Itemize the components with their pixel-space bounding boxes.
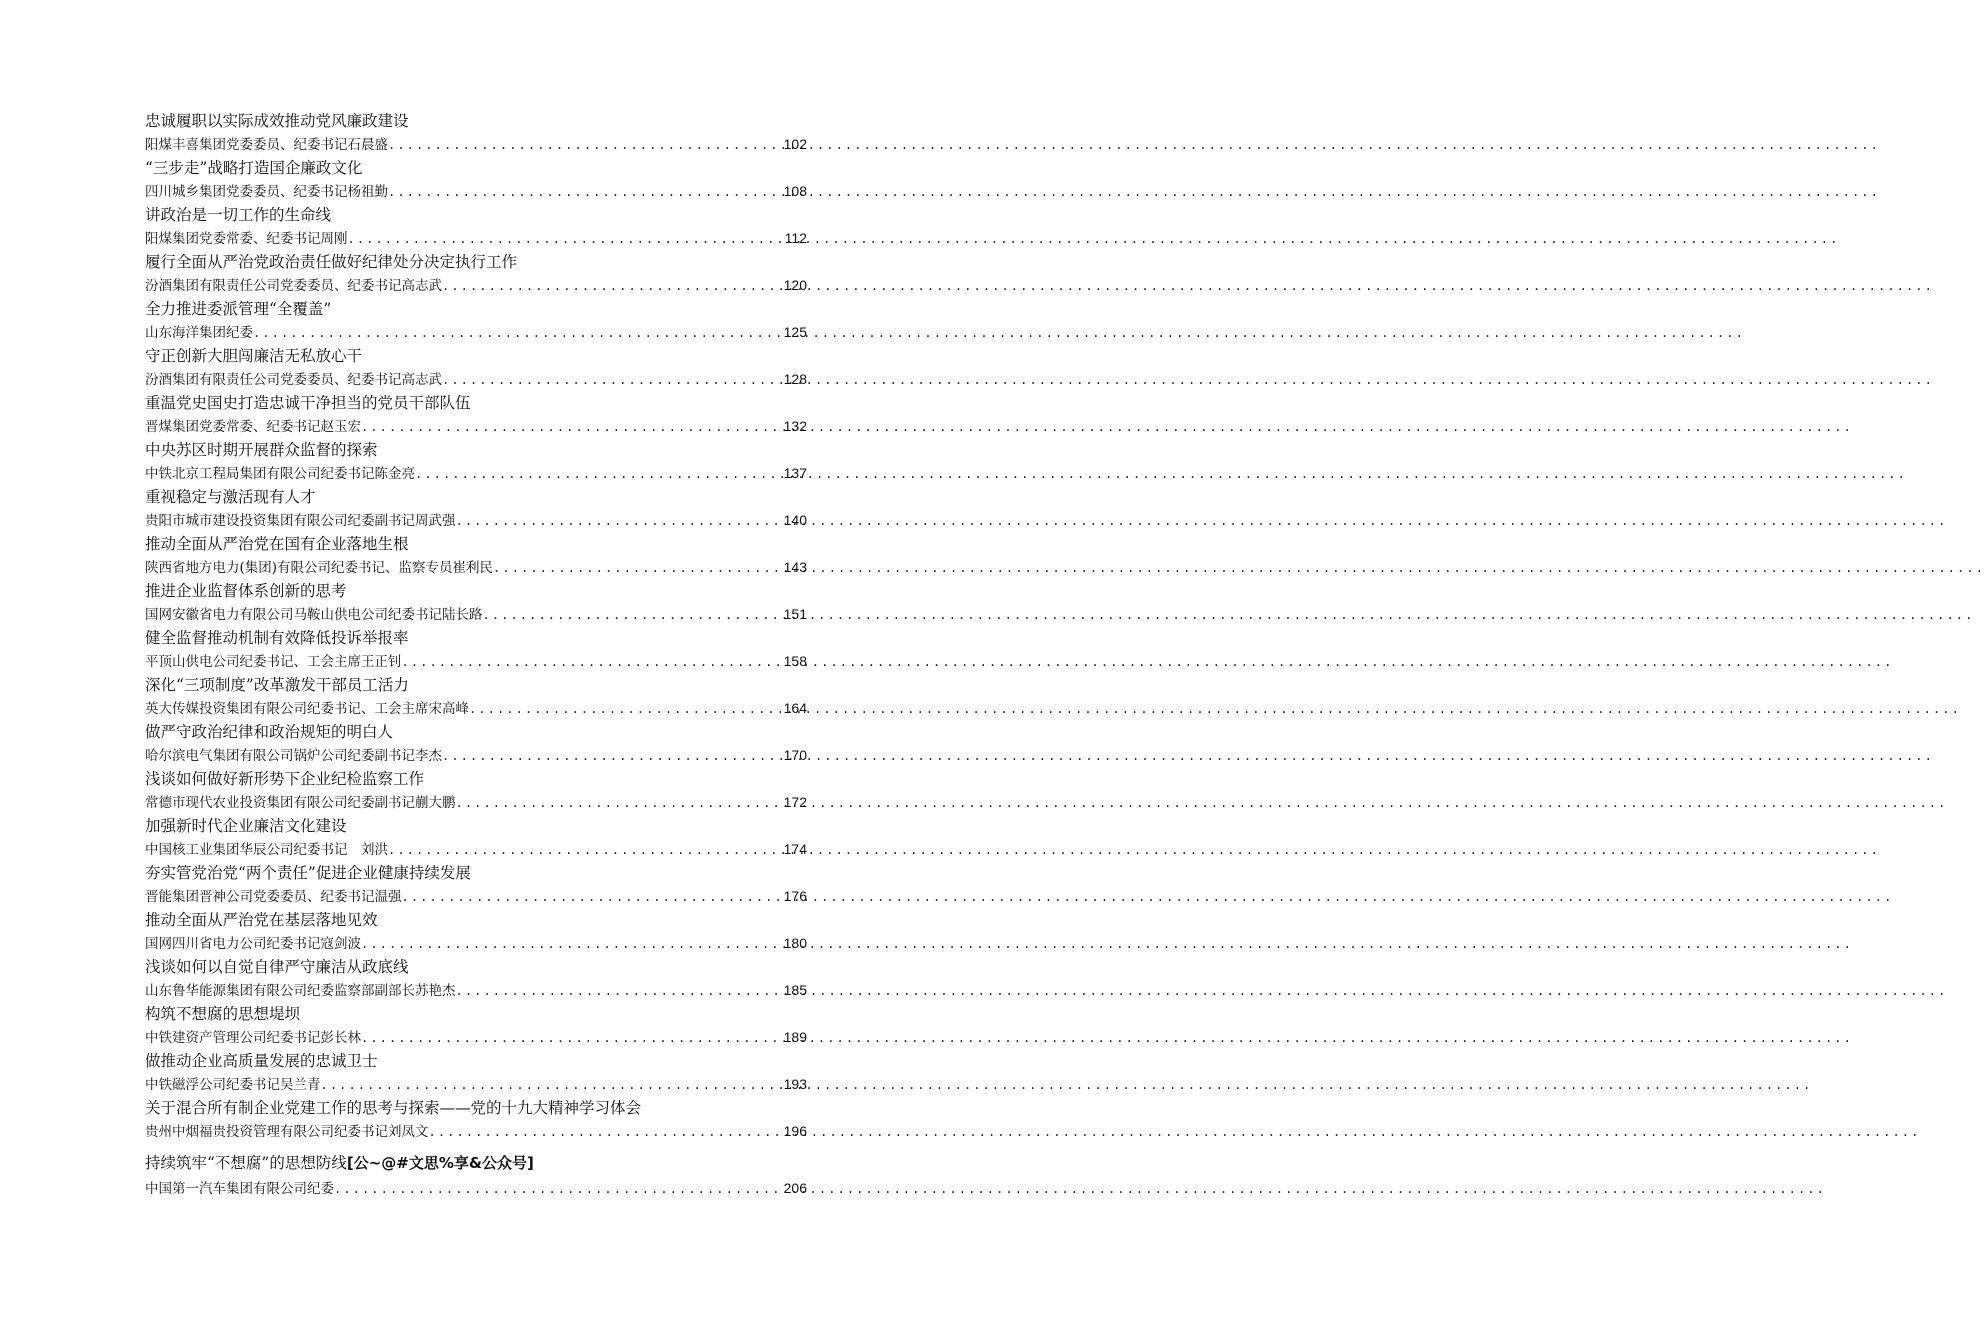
toc-entry-author: 国网安徽省电力有限公司马鞍山供电公司纪委书记陆长路 <box>145 607 483 623</box>
dot-leader <box>456 980 782 1003</box>
toc-entry-page-number: 108 <box>783 183 807 199</box>
toc-entry-title <box>145 814 807 838</box>
toc-entry-author-line <box>145 368 807 391</box>
toc-entry-page-number: 193 <box>783 1076 807 1092</box>
toc-entry-author-line <box>145 979 807 1002</box>
toc-entry-title-text: 浅谈如何以自觉自律严守廉洁从政底线 <box>145 958 409 976</box>
toc-entry-title-text: 讲政治是一切工作的生命线 <box>145 206 332 224</box>
toc-entry-title <box>145 1151 807 1175</box>
dot-leader <box>483 604 782 627</box>
dot-leader <box>253 322 782 345</box>
toc-entry-page-number: 143 <box>783 559 807 575</box>
toc-entry-title-text: 关于混合所有制企业党建工作的思考与探索——党的十九大精神学习体会 <box>145 1099 642 1117</box>
dot-leader <box>321 1074 782 1097</box>
toc-entry-page-number: 128 <box>783 371 807 387</box>
dot-leader <box>429 1121 782 1144</box>
toc-entry-author: 中铁北京工程局集团有限公司纪委书记陈金亮 <box>145 466 415 482</box>
toc-entry-title <box>145 767 807 791</box>
dot-leader <box>334 1178 782 1201</box>
toc-entry-title-text: 推动全面从严治党在基层落地见效 <box>145 911 378 929</box>
toc-entry-author-line <box>145 556 807 579</box>
toc-entry <box>145 156 807 203</box>
toc-entry-title-text: 持续筑牢“不想腐”的思想防线 <box>145 1154 347 1172</box>
toc-entry-author: 晋煤集团党委常委、纪委书记赵玉宏 <box>145 419 361 435</box>
toc-entry-author-line <box>145 227 807 250</box>
toc-entry-title-text: 履行全面从严治党政治责任做好纪律处分决定执行工作 <box>145 253 518 271</box>
dot-leader <box>493 557 782 580</box>
toc-entry-author: 中国核工业集团华辰公司纪委书记 刘洪 <box>145 842 388 858</box>
toc-entry-author-line <box>145 650 807 673</box>
toc-entry-title-text: 重视稳定与激活现有人才 <box>145 488 316 506</box>
dot-leader <box>402 886 782 909</box>
toc-entry <box>145 626 807 673</box>
toc-entry-title <box>145 156 807 180</box>
toc-entry-page-number: 137 <box>783 465 807 481</box>
toc-entry-page-number: 140 <box>783 512 807 528</box>
toc-entry-author-line <box>145 462 807 485</box>
toc-entry-page-number: 102 <box>783 136 807 152</box>
toc-entry-title <box>145 109 807 133</box>
toc-entry-title <box>145 391 807 415</box>
document-page <box>0 0 950 1344</box>
dot-leader <box>456 792 782 815</box>
toc-entry <box>145 767 807 814</box>
toc-entry-title-text: 做推动企业高质量发展的忠诚卫士 <box>145 1052 378 1070</box>
toc-entry-author: 中铁建资产管理公司纪委书记彭长林 <box>145 1030 361 1046</box>
toc-entry-title-text: “三步走”战略打造国企廉政文化 <box>145 159 363 177</box>
toc-entry-title <box>145 1049 807 1073</box>
toc-entry-title <box>145 438 807 462</box>
toc-entry-page-number: 112 <box>784 230 807 246</box>
toc-entry-author-line <box>145 274 807 297</box>
toc-entry-title <box>145 720 807 744</box>
toc-entry-author-line <box>145 885 807 908</box>
toc-entry-author: 阳煤集团党委常委、纪委书记周刚 <box>145 231 348 247</box>
toc-entry-title-suffix: [公~@#文思%享&公众号] <box>346 1154 534 1172</box>
toc-entry-page-number: 180 <box>783 935 807 951</box>
dot-leader <box>442 369 782 392</box>
toc-entry-title <box>145 908 807 932</box>
toc-entry <box>145 109 807 156</box>
toc-entry <box>145 673 807 720</box>
toc-entry-author: 哈尔滨电气集团有限公司锅炉公司纪委副书记李杰 <box>145 748 442 764</box>
toc-entry <box>145 344 807 391</box>
toc-entry <box>145 1002 807 1049</box>
toc-entry <box>145 250 807 297</box>
toc-entry-author-line <box>145 744 807 767</box>
toc-entry-title <box>145 344 807 368</box>
toc-entry-author: 中铁磁浮公司纪委书记吴兰青 <box>145 1077 321 1093</box>
toc-entry-author-line <box>145 791 807 814</box>
dot-leader <box>442 275 782 298</box>
toc-entry-title <box>145 1002 807 1026</box>
toc-entry-page-number: 206 <box>783 1180 807 1196</box>
toc-entry-page-number: 158 <box>783 653 807 669</box>
toc-entry-author-line <box>145 415 807 438</box>
dot-leader <box>469 698 782 721</box>
toc-entry-author: 四川城乡集团党委委员、纪委书记杨祖勤 <box>145 184 388 200</box>
toc-entry-author: 中国第一汽车集团有限公司纪委 <box>145 1181 334 1197</box>
toc-entry-author-line <box>145 1120 807 1143</box>
dot-leader <box>361 1027 782 1050</box>
toc-entry-author: 陕西省地方电力(集团)有限公司纪委书记、监察专员崔利民 <box>145 560 494 576</box>
toc-entry-page-number: 132 <box>783 418 807 434</box>
dot-leader <box>361 416 782 439</box>
toc-entry-title <box>145 861 807 885</box>
toc-entry <box>145 814 807 861</box>
toc-entry-page-number: 120 <box>783 277 807 293</box>
dot-leader <box>388 134 782 157</box>
toc-entry <box>145 908 807 955</box>
toc-entry-title <box>145 1096 807 1120</box>
toc-entry-author: 英大传媒投资集团有限公司纪委书记、工会主席宋高峰 <box>145 701 469 717</box>
toc-entry-author: 山东海洋集团纪委 <box>145 325 253 341</box>
toc-entry-title <box>145 673 807 697</box>
toc-entry-page-number: 174 <box>783 841 807 857</box>
toc-entry-author: 汾酒集团有限责任公司党委委员、纪委书记高志武 <box>145 372 442 388</box>
toc-entry <box>145 861 807 908</box>
toc-entry-author: 国网四川省电力公司纪委书记寇剑波 <box>145 936 361 952</box>
toc-entry-page-number: 176 <box>783 888 807 904</box>
toc-entry-title <box>145 203 807 227</box>
toc-entry-title-text: 健全监督推动机制有效降低投诉举报率 <box>145 629 409 647</box>
toc-entry-author: 山东鲁华能源集团有限公司纪委监察部副部长苏艳杰 <box>145 983 456 999</box>
toc-entry-page-number: 196 <box>783 1123 807 1139</box>
dot-leader <box>388 839 782 862</box>
toc-entry-title <box>145 955 807 979</box>
toc-entry-author: 贵阳市城市建设投资集团有限公司纪委副书记周武强 <box>145 513 456 529</box>
toc-entry-author: 贵州中烟福贵投资管理有限公司纪委书记刘凤文 <box>145 1124 429 1140</box>
toc-entry-page-number: 125 <box>783 324 807 340</box>
toc-entry-title-text: 构筑不想腐的思想堤坝 <box>145 1005 301 1023</box>
toc-entry-title-text: 忠诚履职以实际成效推动党风廉政建设 <box>145 112 409 130</box>
toc-entry-author-line <box>145 932 807 955</box>
toc-entry-page-number: 151 <box>783 606 807 622</box>
toc-entry <box>145 391 807 438</box>
toc-entry-page-number: 189 <box>783 1029 807 1045</box>
toc-entry-title-text: 夯实管党治党“两个责任”促进企业健康持续发展 <box>145 864 471 882</box>
toc-entry-title-text: 重温党史国史打造忠诚干净担当的党员干部队伍 <box>145 394 471 412</box>
toc-entry-page-number: 164 <box>783 700 807 716</box>
toc-entry-author-line <box>145 1026 807 1049</box>
toc-entry-title <box>145 250 807 274</box>
toc-entry-title-text: 推进企业监督体系创新的思考 <box>145 582 347 600</box>
dot-leader <box>456 510 782 533</box>
toc-entry-title-text: 深化“三项制度”改革激发干部员工活力 <box>145 676 409 694</box>
toc-entry-author-line <box>145 697 807 720</box>
toc-entry <box>145 203 807 250</box>
toc-entry <box>145 438 807 485</box>
toc-entry-author-line <box>145 603 807 626</box>
toc-entry-author-line <box>145 180 807 203</box>
toc-entry-title <box>145 532 807 556</box>
toc-entry <box>145 579 807 626</box>
dot-leader <box>348 228 783 251</box>
toc-entry-author-line <box>145 1073 807 1096</box>
toc-entry <box>145 485 807 532</box>
toc-entry-title-text: 浅谈如何做好新形势下企业纪检监察工作 <box>145 770 425 788</box>
toc-entry <box>145 1049 807 1096</box>
toc-entry-author: 平顶山供电公司纪委书记、工会主席王正钊 <box>145 654 402 670</box>
toc-entry <box>145 955 807 1002</box>
toc-entry-author: 晋能集团晋神公司党委委员、纪委书记温强 <box>145 889 402 905</box>
toc-entry-author: 常德市现代农业投资集团有限公司纪委副书记蒯大鹏 <box>145 795 456 811</box>
toc-entry-author: 汾酒集团有限责任公司党委委员、纪委书记高志武 <box>145 278 442 294</box>
table-of-contents <box>145 109 807 1198</box>
toc-entry-author: 阳煤丰喜集团党委委员、纪委书记石晨盛 <box>145 137 388 153</box>
toc-entry-author-line <box>145 509 807 532</box>
toc-entry-title <box>145 626 807 650</box>
toc-entry-author-line <box>145 838 807 861</box>
dot-leader <box>442 745 782 768</box>
toc-entry-title-text: 中央苏区时期开展群众监督的探索 <box>145 441 378 459</box>
toc-entry-page-number: 185 <box>783 982 807 998</box>
toc-entry-title <box>145 579 807 603</box>
dot-leader <box>361 933 782 956</box>
toc-entry-author-line <box>145 321 807 344</box>
toc-entry <box>145 720 807 767</box>
toc-entry <box>145 1096 807 1143</box>
toc-entry-author-line <box>145 133 807 156</box>
toc-entry-title-text: 推动全面从严治党在国有企业落地生根 <box>145 535 409 553</box>
toc-entry-title-text: 守正创新大胆闯廉洁无私放心干 <box>145 347 363 365</box>
toc-entry-page-number: 170 <box>783 747 807 763</box>
toc-entry-title-text: 做严守政治纪律和政治规矩的明白人 <box>145 723 394 741</box>
toc-entry-title <box>145 297 807 321</box>
toc-entry <box>145 532 807 579</box>
toc-entry-author-line <box>145 1177 807 1200</box>
toc-entry-title-text: 全力推进委派管理“全覆盖” <box>145 300 332 318</box>
dot-leader <box>415 463 782 486</box>
toc-entry-title-text: 加强新时代企业廉洁文化建设 <box>145 817 347 835</box>
dot-leader <box>388 181 782 204</box>
toc-entry <box>145 1151 807 1198</box>
toc-entry-title <box>145 485 807 509</box>
toc-entry-page-number: 172 <box>783 794 807 810</box>
dot-leader <box>402 651 782 674</box>
toc-entry <box>145 297 807 344</box>
